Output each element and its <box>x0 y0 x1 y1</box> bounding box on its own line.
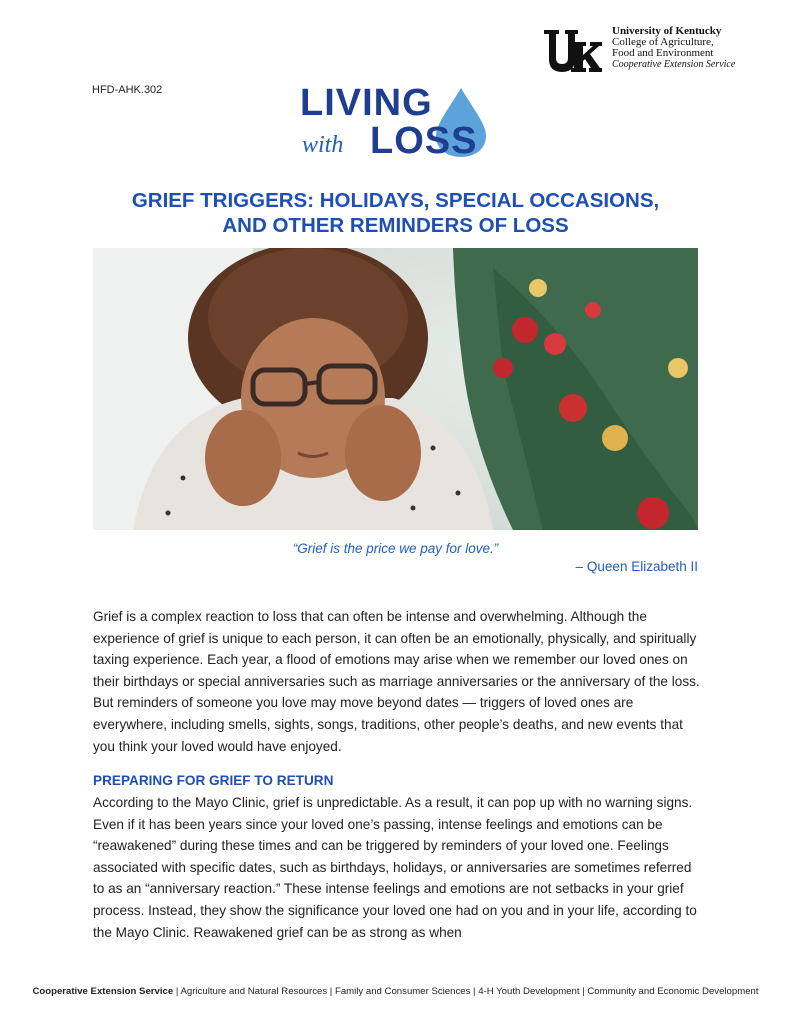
quote-text: “Grief is the price we pay for love.” <box>292 541 499 556</box>
grieving-woman-photo <box>93 248 698 530</box>
footer-bold-label: Cooperative Extension Service <box>32 986 174 997</box>
university-line4: Cooperative Extension Service <box>612 59 736 70</box>
logo-word-loss: LOSS <box>370 120 478 162</box>
footer-bar <box>0 986 791 997</box>
section-heading: PREPARING FOR GRIEF TO RETURN <box>93 773 334 788</box>
quote-attribution: – Queen Elizabeth II <box>575 559 698 574</box>
section-paragraph: According to the Mayo Clinic, grief is unpredictable. As a result, it can pop up with no warning signs. Even if it has been years since your loved one’s passing, intense feelings and emotions can be “reawakened” during these times and can be triggered by reminders of your loved one. Feelings associated with specific dates, such as birthdays, holidays, or anniversaries are sometimes referred to as an “anniversary reaction.” These intense feelings and emotions are not setbacks in your grief process. Instead, they show the significance your loved one had on you and in your life, according to the Mayo Clinic. Reawakened grief can be as strong as when <box>93 795 697 940</box>
title-line-2: AND OTHER REMINDERS OF LOSS <box>222 214 569 237</box>
document-id: HFD-AHK.302 <box>92 84 163 96</box>
logo-word-living: LIVING <box>300 82 433 124</box>
intro-paragraph: Grief is a complex reaction to loss that can often be intense and overwhelming. Although the experience of grief is unique to each person, it can often be an emotionally, physically, and spiritually taxing experience. Each year, a flood of emotions may arise when we remember our loved ones on their birthdays or special anniversaries such as marriage anniversaries or the anniversary of the loss. But reminders of someone you love may move beyond dates — triggers of loved ones are everywhere, including smells, sights, songs, traditions, other people’s deaths, and new events that you think your loved would have enjoyed. <box>93 609 700 754</box>
uk-logo-icon <box>543 28 603 74</box>
document-title <box>60 188 731 238</box>
university-line3: Food and Environment <box>612 47 714 59</box>
logo-word-with: with <box>302 132 344 158</box>
living-with-loss-logo <box>294 82 504 172</box>
title-line-1: GRIEF TRIGGERS: HOLIDAYS, SPECIAL OCCASIONS, <box>131 189 660 212</box>
university-line2: College of Agriculture, <box>612 36 714 48</box>
university-name <box>612 26 735 70</box>
university-line1: University of Kentucky <box>612 25 722 37</box>
university-header <box>543 26 763 76</box>
footer-program-list: | Agriculture and Natural Resources | Family and Consumer Sciences | 4-H Youth Development | Community and Economic Development <box>173 986 759 997</box>
